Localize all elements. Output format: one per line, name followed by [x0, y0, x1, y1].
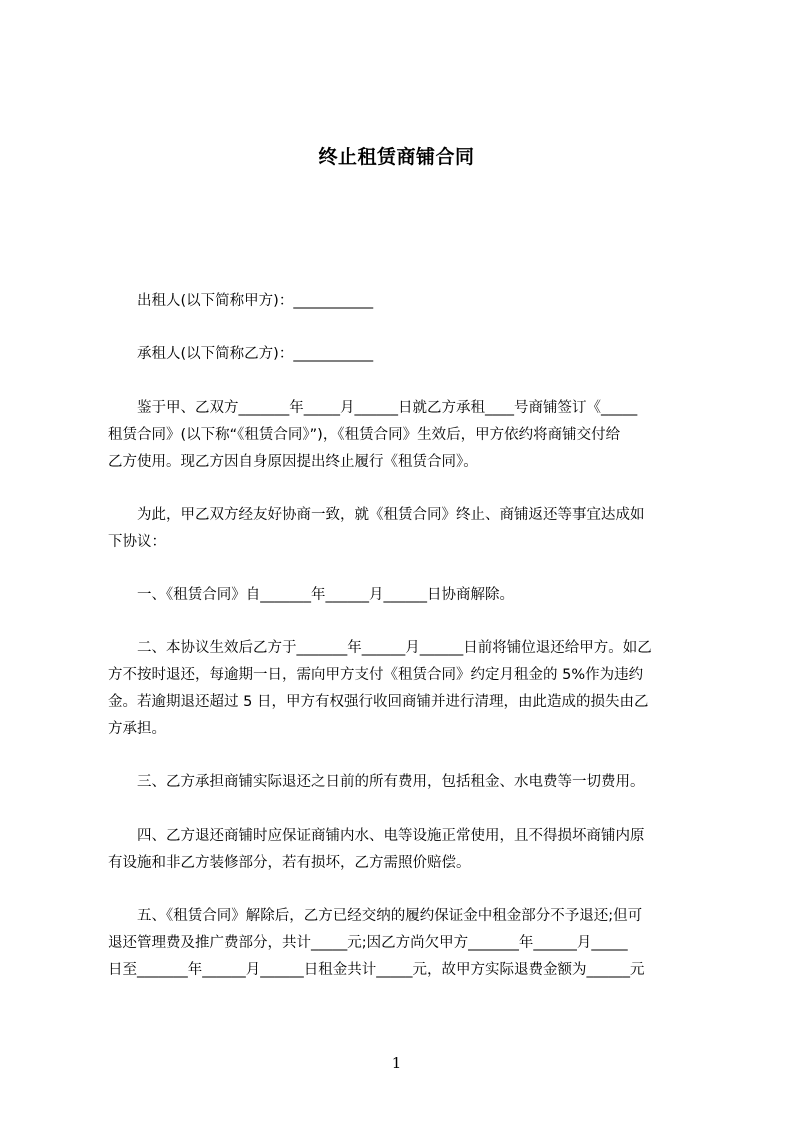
preamble-line-3: 乙方使用。现乙方因自身原因提出终止履行《租赁合同》。: [108, 454, 478, 470]
lessor-line: 出租人(以下简称甲方)：___________: [137, 293, 374, 309]
clause-2-line-1: 二、本协议生效后乙方于_______年______月______日前将铺位退还给甲方。如乙: [137, 640, 652, 656]
clause-5-line-3: 日至_______年______月______日租金共计_____元，故甲方实际退费金额为______元: [108, 962, 645, 978]
clause-2-line-2: 方不按时退还，每逾期一日，需向甲方支付《租赁合同》约定月租金的 5%作为违约: [108, 667, 644, 683]
clause-2-line-3: 金。若逾期退还超过 5 日，甲方有权强行收回商铺并进行清理，由此造成的损失由乙: [108, 694, 649, 710]
clause-4-line-1: 四、乙方退还商铺时应保证商铺内水、电等设施正常使用，且不得损坏商铺内原: [137, 828, 645, 844]
preamble-line-2: 租赁合同》(以下称“《租赁合同》”)，《租赁合同》生效后，甲方依约将商铺交付给: [108, 427, 621, 443]
agreement-intro-line-1: 为此，甲乙双方经友好协商一致，就《租赁合同》终止、商铺返还等事宜达成如: [137, 507, 645, 523]
agreement-intro-line-2: 下协议：: [108, 534, 166, 550]
clause-3-line-1: 三、乙方承担商铺实际退还之日前的所有费用，包括租金、水电费等一切费用。: [137, 774, 645, 790]
clause-4-line-2: 有设施和非乙方装修部分，若有损坏，乙方需照价赔偿。: [108, 855, 471, 871]
clause-1-line-1: 一、《租赁合同》自_______年______月______日协商解除。: [137, 587, 514, 603]
clause-5-line-1: 五、《租赁合同》解除后，乙方已经交纳的履约保证金中租金部分不予退还;但可: [137, 908, 643, 924]
page-number: 1: [391, 1054, 402, 1072]
preamble-line-1: 鉴于甲、乙双方_______年_____月______日就乙方承租____号商铺签订《_____: [137, 400, 638, 416]
document-title: 终止租赁商铺合同: [318, 146, 475, 168]
lessee-line: 承租人(以下简称乙方)：___________: [137, 346, 374, 362]
clause-2-line-4: 方承担。: [108, 721, 166, 737]
clause-5-line-2: 退还管理费及推广费部分，共计_____元;因乙方尚欠甲方_______年______月_____: [108, 935, 628, 951]
